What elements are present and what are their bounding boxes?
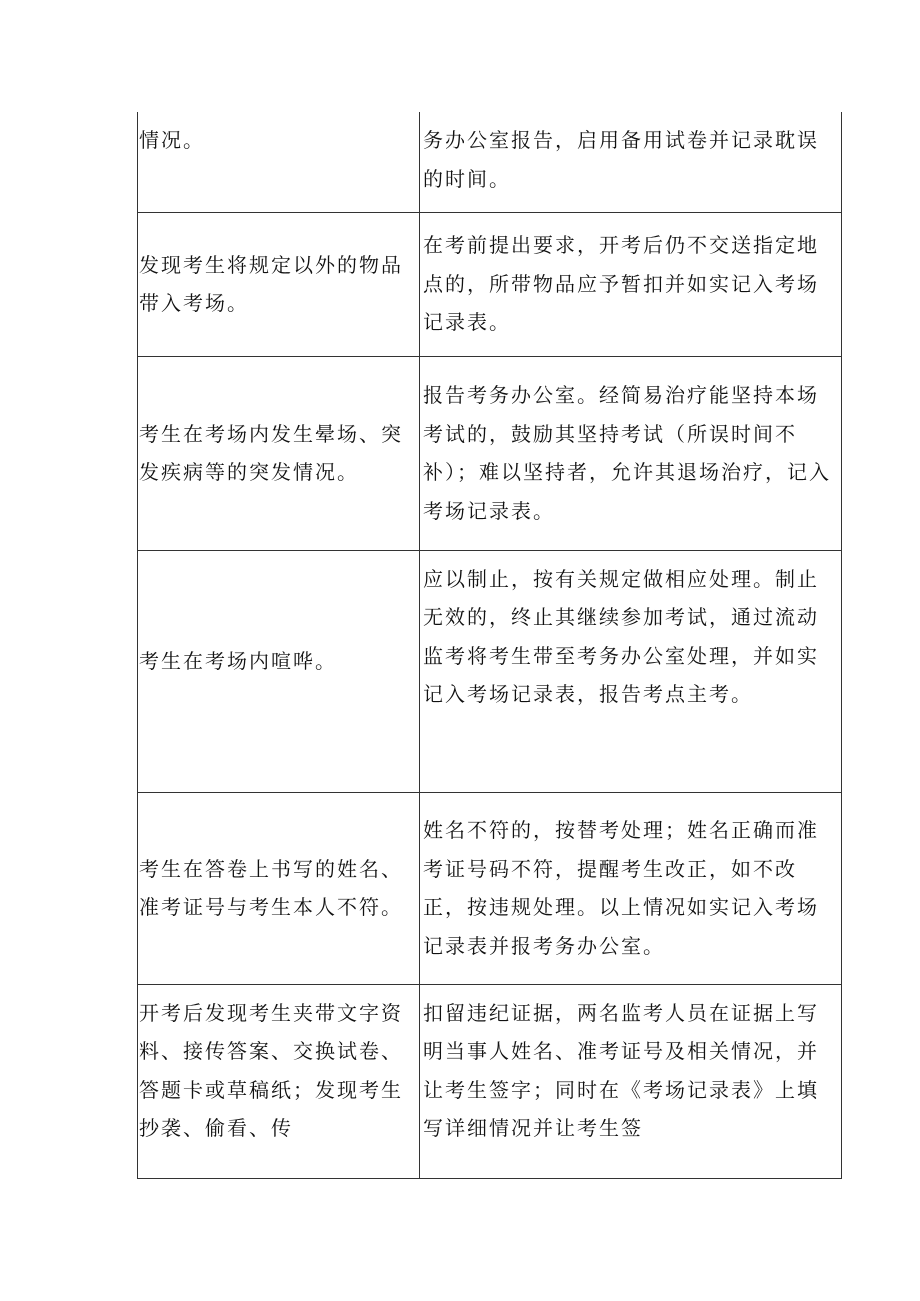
- handling-cell: 在考前提出要求，开考后仍不交送指定地点的，所带物品应予暂扣并如实记入考场记录表。: [420, 212, 842, 356]
- table-row: [138, 112, 842, 212]
- situation-cell: 开考后发现考生夹带文字资料、接传答案、交换试卷、答题卡或草稿纸；发现考生抄袭、偷看、传: [138, 984, 420, 1178]
- situation-cell: 考生在考场内喧哗。: [138, 550, 420, 792]
- table-row: [138, 984, 842, 1178]
- situation-cell: 发现考生将规定以外的物品带入考场。: [138, 212, 420, 356]
- situation-cell: 考生在答卷上书写的姓名、准考证号与考生本人不符。: [138, 792, 420, 984]
- table-row: [138, 550, 842, 792]
- table-row: [138, 212, 842, 356]
- handling-cell: 务办公室报告，启用备用试卷并记录耽误的时间。: [420, 112, 842, 212]
- situation-cell: 情况。: [138, 112, 420, 212]
- handling-cell: 报告考务办公室。经简易治疗能坚持本场考试的，鼓励其坚持考试（所误时间不补）；难以坚持者，允许其退场治疗，记入考场记录表。: [420, 356, 842, 550]
- handling-cell: 姓名不符的，按替考处理；姓名正确而准考证号码不符，提醒考生改正，如不改正，按违规处理。以上情况如实记入考场记录表并报考务办公室。: [420, 792, 842, 984]
- table-row: [138, 792, 842, 984]
- handling-cell: 扣留违纪证据，两名监考人员在证据上写明当事人姓名、准考证号及相关情况，并让考生签字；同时在《考场记录表》上填写详细情况并让考生签: [420, 984, 842, 1178]
- situation-cell: 考生在考场内发生晕场、突发疾病等的突发情况。: [138, 356, 420, 550]
- handling-cell: 应以制止，按有关规定做相应处理。制止无效的，终止其继续参加考试，通过流动监考将考生带至考务办公室处理，并如实记入考场记录表，报告考点主考。: [420, 550, 842, 792]
- table-row: [138, 356, 842, 550]
- exam-incident-table: [137, 112, 842, 1179]
